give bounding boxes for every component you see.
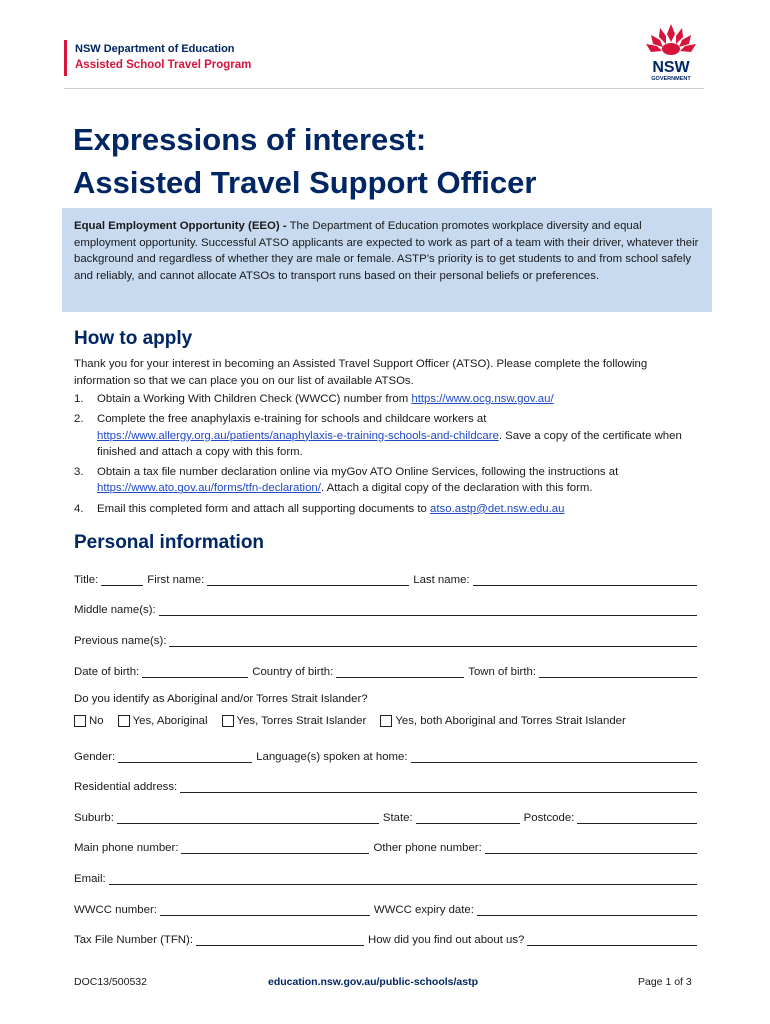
tfn-declaration-link[interactable]: https://www.ato.gov.au/forms/tfn-declaration/ bbox=[97, 482, 321, 495]
town-of-birth-field[interactable] bbox=[539, 665, 697, 678]
step-text-after: . Attach a digital copy of the declaration with this form. bbox=[320, 482, 593, 495]
step-number: 2. bbox=[74, 413, 84, 426]
state-field[interactable] bbox=[416, 811, 520, 824]
page-title bbox=[73, 118, 536, 204]
dob-label: Date of birth: bbox=[74, 666, 140, 678]
step-text: Obtain a Working With Children Check (WWCC) number from bbox=[97, 393, 412, 405]
gender-language-row bbox=[74, 747, 697, 763]
title-line-1: Expressions of interest: bbox=[73, 122, 427, 157]
nsw-waratah-logo-icon bbox=[640, 22, 702, 82]
option-both-label: Yes, both Aboriginal and Torres Strait Islander bbox=[395, 715, 626, 727]
eeo-notice bbox=[62, 208, 712, 312]
step-item bbox=[74, 501, 698, 517]
email-label: Email: bbox=[74, 873, 106, 885]
wwcc-number-label: WWCC number: bbox=[74, 904, 157, 916]
step-item bbox=[74, 391, 698, 407]
last-name-field[interactable] bbox=[473, 573, 697, 586]
previous-names-label: Previous name(s): bbox=[74, 635, 167, 647]
email-field[interactable] bbox=[109, 872, 697, 885]
aboriginal-options bbox=[74, 715, 626, 727]
previous-names-row bbox=[74, 631, 697, 647]
title-label: Title: bbox=[74, 574, 99, 586]
option-no-label: No bbox=[89, 715, 104, 727]
residential-address-field[interactable] bbox=[180, 780, 697, 793]
first-name-label: First name: bbox=[147, 574, 205, 586]
tfn-label: Tax File Number (TFN): bbox=[74, 934, 193, 946]
postcode-label: Postcode: bbox=[523, 812, 575, 824]
checkbox-icon[interactable] bbox=[74, 715, 86, 727]
middle-names-row bbox=[74, 600, 697, 616]
middle-names-field[interactable] bbox=[159, 603, 697, 616]
suburb-row bbox=[74, 808, 697, 824]
town-of-birth-label: Town of birth: bbox=[468, 666, 537, 678]
languages-label: Language(s) spoken at home: bbox=[256, 751, 408, 763]
eeo-heading: Equal Employment Opportunity (EEO) - bbox=[74, 220, 287, 232]
logo-government-text: GOVERNMENT bbox=[651, 76, 691, 82]
document-id: DOC13/500532 bbox=[74, 976, 147, 988]
name-row bbox=[74, 570, 697, 586]
postcode-field[interactable] bbox=[577, 811, 697, 824]
wwcc-row bbox=[74, 900, 697, 916]
email-row bbox=[74, 869, 697, 885]
last-name-label: Last name: bbox=[413, 574, 470, 586]
found-out-label: How did you find out about us? bbox=[367, 934, 525, 946]
wwcc-expiry-field[interactable] bbox=[477, 903, 697, 916]
header-branding bbox=[64, 40, 251, 76]
phone-row bbox=[74, 838, 697, 854]
title-line-2: Assisted Travel Support Officer bbox=[73, 165, 537, 200]
personal-info-heading: Personal information bbox=[74, 532, 265, 553]
found-out-field[interactable] bbox=[527, 933, 697, 946]
option-aboriginal[interactable] bbox=[118, 715, 208, 727]
checkbox-icon[interactable] bbox=[118, 715, 130, 727]
option-no[interactable] bbox=[74, 715, 104, 727]
gender-label: Gender: bbox=[74, 751, 116, 763]
option-torres-strait[interactable] bbox=[222, 715, 367, 727]
title-field[interactable] bbox=[101, 573, 143, 586]
suburb-field[interactable] bbox=[117, 811, 379, 824]
step-item bbox=[74, 464, 698, 497]
wwcc-number-field[interactable] bbox=[160, 903, 370, 916]
dob-field[interactable] bbox=[142, 665, 248, 678]
anaphylaxis-training-link[interactable]: https://www.allergy.org.au/patients/anaphylaxis-e-training-schools-and-childcare bbox=[97, 429, 499, 442]
footer-url[interactable]: education.nsw.gov.au/public-schools/astp bbox=[268, 976, 479, 988]
checkbox-icon[interactable] bbox=[380, 715, 392, 727]
step-text: Obtain a tax file number declaration online via myGov ATO Online Services, following the instructions at bbox=[97, 466, 619, 479]
address-row bbox=[74, 777, 697, 793]
country-of-birth-field[interactable] bbox=[336, 665, 464, 678]
previous-names-field[interactable] bbox=[169, 634, 697, 647]
wwcc-expiry-label: WWCC expiry date: bbox=[373, 904, 474, 916]
step-text-after: . Save a copy of the certificate when finished and attach a copy with this form. bbox=[97, 429, 682, 458]
main-phone-label: Main phone number: bbox=[74, 842, 179, 854]
step-number: 4. bbox=[74, 502, 84, 515]
tfn-field[interactable] bbox=[196, 933, 364, 946]
residential-address-label: Residential address: bbox=[74, 781, 178, 793]
step-number: 3. bbox=[74, 466, 84, 479]
program-name: Assisted School Travel Program bbox=[75, 59, 252, 71]
country-of-birth-label: Country of birth: bbox=[252, 666, 334, 678]
languages-field[interactable] bbox=[411, 750, 697, 763]
step-text: Email this completed form and attach all supporting documents to bbox=[97, 502, 431, 515]
other-phone-label: Other phone number: bbox=[373, 842, 482, 854]
birth-row bbox=[74, 662, 697, 678]
email-link[interactable]: atso.astp@det.nsw.edu.au bbox=[430, 502, 565, 515]
how-to-apply-intro: Thank you for your interest in becoming an Assisted Travel Support Officer (ATSO). Please complete the following information so that we can place you on our list of available ATSOs. bbox=[74, 358, 648, 387]
how-to-apply-heading: How to apply bbox=[74, 328, 193, 349]
checkbox-icon[interactable] bbox=[222, 715, 234, 727]
aboriginal-question: Do you identify as Aboriginal and/or Torres Strait Islander? bbox=[74, 693, 368, 705]
step-number: 1. bbox=[74, 393, 84, 405]
tfn-row bbox=[74, 930, 697, 946]
gender-field[interactable] bbox=[118, 750, 252, 763]
other-phone-field[interactable] bbox=[485, 841, 697, 854]
department-name: NSW Department of Education bbox=[75, 43, 235, 55]
step-text: Complete the free anaphylaxis e-training for schools and childcare workers at bbox=[97, 413, 487, 426]
option-torres-strait-label: Yes, Torres Strait Islander bbox=[236, 715, 367, 727]
state-label: State: bbox=[382, 812, 413, 824]
application-steps bbox=[74, 391, 698, 521]
suburb-label: Suburb: bbox=[74, 812, 114, 824]
first-name-field[interactable] bbox=[207, 573, 409, 586]
ocg-link[interactable]: https://www.ocg.nsw.gov.au/ bbox=[411, 393, 554, 405]
middle-names-label: Middle name(s): bbox=[74, 604, 156, 616]
header-divider bbox=[64, 88, 704, 89]
option-both[interactable] bbox=[380, 715, 626, 727]
step-item bbox=[74, 411, 698, 460]
page-number: Page 1 of 3 bbox=[638, 976, 692, 988]
logo-nsw-text: NSW bbox=[652, 59, 690, 76]
main-phone-field[interactable] bbox=[181, 841, 369, 854]
option-aboriginal-label: Yes, Aboriginal bbox=[132, 715, 208, 727]
eeo-text: The Department of Education promotes workplace diversity and equal employment opportunity. Successful ATSO applicants are expected to work as part of a team with their driver, whatever their background and regardless of whether they are male or female. ASTP’s priority is to get students to and from school safely and reliably, and cannot allocate ATSOs to transport runs based on their personal beliefs or preferences. bbox=[74, 220, 699, 282]
